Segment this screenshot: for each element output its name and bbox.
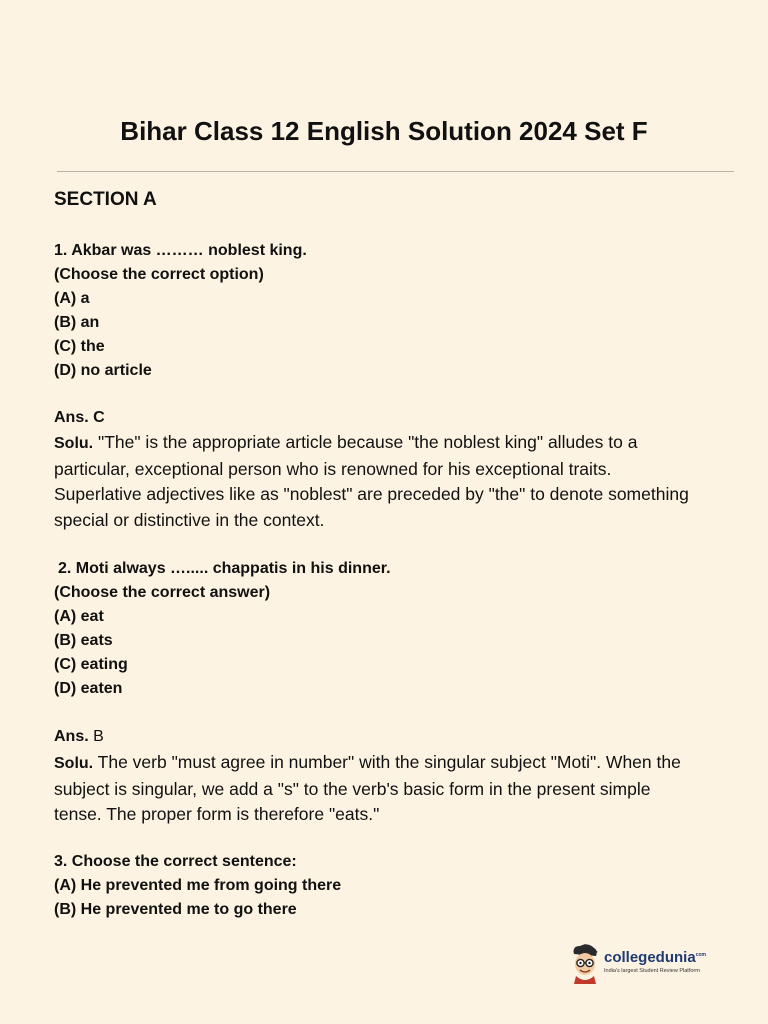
question-3-option-b: (B) He prevented me to go there xyxy=(54,901,297,918)
solution-1 xyxy=(54,430,744,533)
solution-2-label: Solu. xyxy=(54,755,94,772)
question-3-option-a: (A) He prevented me from going there xyxy=(54,877,342,894)
question-3 xyxy=(54,850,341,922)
title-divider xyxy=(57,171,734,172)
question-1-option-c: (C) the xyxy=(54,338,105,355)
question-2-instruction: (Choose the correct answer) xyxy=(54,584,271,601)
logo-tagline: India's largest Student Review Platform xyxy=(604,968,700,974)
solution-2 xyxy=(54,750,744,828)
answer-1-value: C xyxy=(93,409,105,426)
question-3-text: 3. Choose the correct sentence: xyxy=(54,853,297,870)
solution-1-label: Solu. xyxy=(54,435,94,452)
question-1-option-b: (B) an xyxy=(54,314,100,331)
answer-1 xyxy=(54,409,105,427)
mascot-icon xyxy=(568,940,602,984)
answer-2-label: Ans. xyxy=(54,728,89,745)
solution-1-line-3: Superlative adjectives like as "noblest" are preceded by "the" to denote something xyxy=(54,484,689,504)
answer-2-value: B xyxy=(93,728,104,745)
solution-1-line-2: particular, exceptional person who is renowned for his exceptional traits. xyxy=(54,458,612,479)
solution-1-line-4: special or distinctive in the context. xyxy=(54,509,325,530)
question-2-text: 2. Moti always …..... chappatis in his dinner. xyxy=(58,560,391,577)
question-1 xyxy=(54,239,307,383)
answer-2 xyxy=(54,728,104,746)
page-title: Bihar Class 12 English Solution 2024 Set F xyxy=(120,116,648,146)
question-2-option-b: (B) eats xyxy=(54,632,113,649)
question-1-text: 1. Akbar was ……… noblest king. xyxy=(54,242,307,259)
question-1-option-d: (D) no article xyxy=(54,362,152,379)
question-2-body xyxy=(54,581,270,701)
section-heading: SECTION A xyxy=(54,189,157,210)
collegedunia-logo xyxy=(568,940,708,984)
answer-1-label: Ans. xyxy=(54,409,89,426)
solution-2-line-3: tense. The proper form is therefore "eats." xyxy=(54,804,380,824)
solution-2-line-1: The verb "must agree in number" with the singular subject "Moti". When the xyxy=(97,752,681,772)
question-1-option-a: (A) a xyxy=(54,290,90,307)
question-2-option-c: (C) eating xyxy=(54,656,128,673)
solution-1-line-1: "The" is the appropriate article because "the noblest king" alludes to a xyxy=(97,432,638,452)
question-2-option-d: (D) eaten xyxy=(54,680,123,697)
question-2-option-a: (A) eat xyxy=(54,608,104,625)
solution-2-line-2: subject is singular, we add a "s" to the verb's basic form in the present simple xyxy=(54,778,651,799)
question-1-instruction: (Choose the correct option) xyxy=(54,266,264,283)
logo-brand: collegedunia$^{com}$ xyxy=(604,949,706,966)
question-2 xyxy=(58,557,391,581)
